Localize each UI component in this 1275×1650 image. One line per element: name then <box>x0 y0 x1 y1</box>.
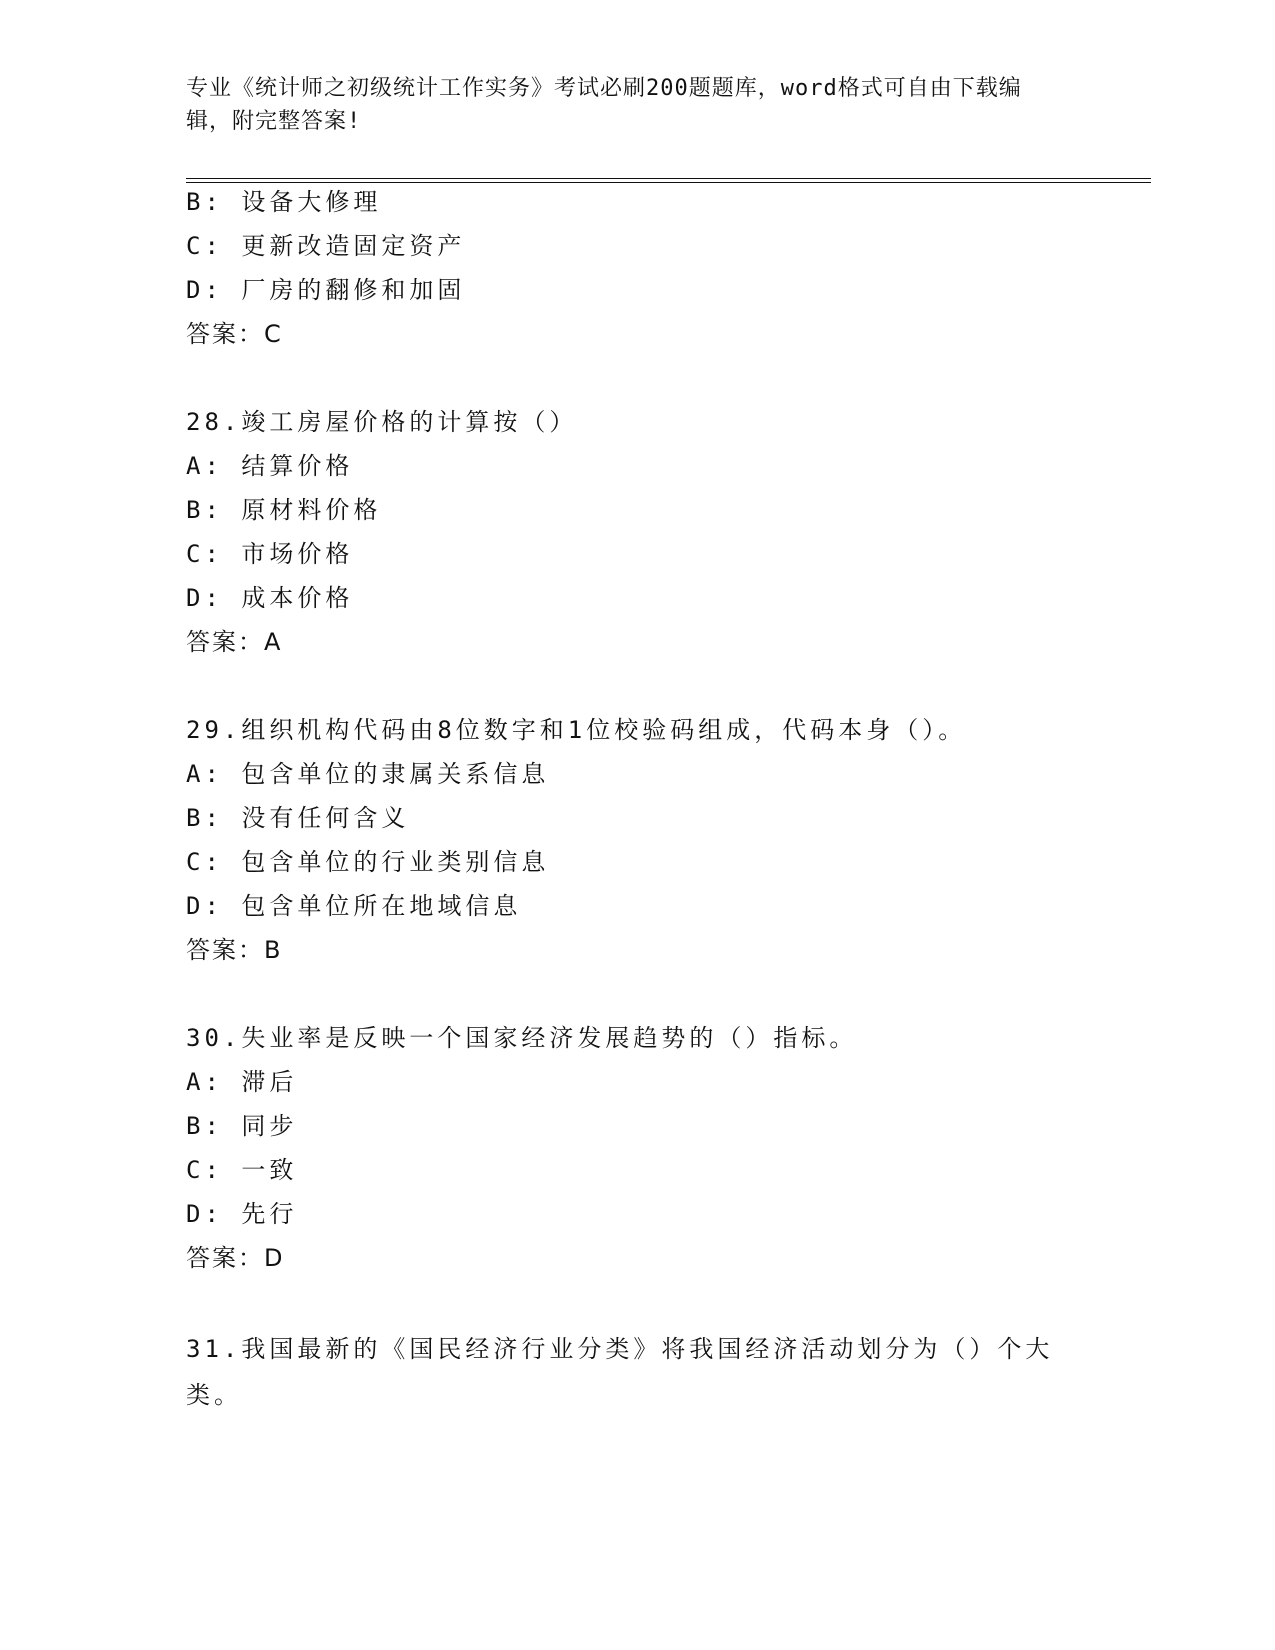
option-c: C: 市场价格 <box>186 540 354 568</box>
answer: 答案：C <box>186 320 283 348</box>
question-stem: 31.我国最新的《国民经济行业分类》将我国经济活动划分为（）个大类。 <box>186 1335 1054 1409</box>
option-b: B: 设备大修理 <box>186 188 382 216</box>
option-b: B: 原材料价格 <box>186 496 382 524</box>
question-stem: 30.失业率是反映一个国家经济发展趋势的（）指标。 <box>186 1024 858 1052</box>
question-stem: 28.竣工房屋价格的计算按（） <box>186 408 578 436</box>
header-double-rule <box>186 178 1151 183</box>
option-b: B: 同步 <box>186 1112 298 1140</box>
answer: 答案：A <box>186 628 283 656</box>
option-c: C: 更新改造固定资产 <box>186 232 466 260</box>
option-d: D: 先行 <box>186 1200 298 1228</box>
option-c: C: 一致 <box>186 1156 298 1184</box>
option-d: D: 包含单位所在地域信息 <box>186 892 522 920</box>
option-a: A: 包含单位的隶属关系信息 <box>186 760 550 788</box>
option-b: B: 没有任何含义 <box>186 804 410 832</box>
answer: 答案：B <box>186 936 283 964</box>
question-stem: 29.组织机构代码由8位数字和1位校验码组成，代码本身（）。 <box>186 716 967 744</box>
option-c: C: 包含单位的行业类别信息 <box>186 848 550 876</box>
option-a: A: 结算价格 <box>186 452 354 480</box>
option-a: A: 滞后 <box>186 1068 298 1096</box>
answer: 答案：D <box>186 1244 285 1272</box>
document-header: 专业《统计师之初级统计工作实务》考试必刷200题题库，word格式可自由下载编辑，附完整答案! <box>186 76 1022 134</box>
option-d: D: 厂房的翻修和加固 <box>186 276 466 304</box>
option-d: D: 成本价格 <box>186 584 354 612</box>
